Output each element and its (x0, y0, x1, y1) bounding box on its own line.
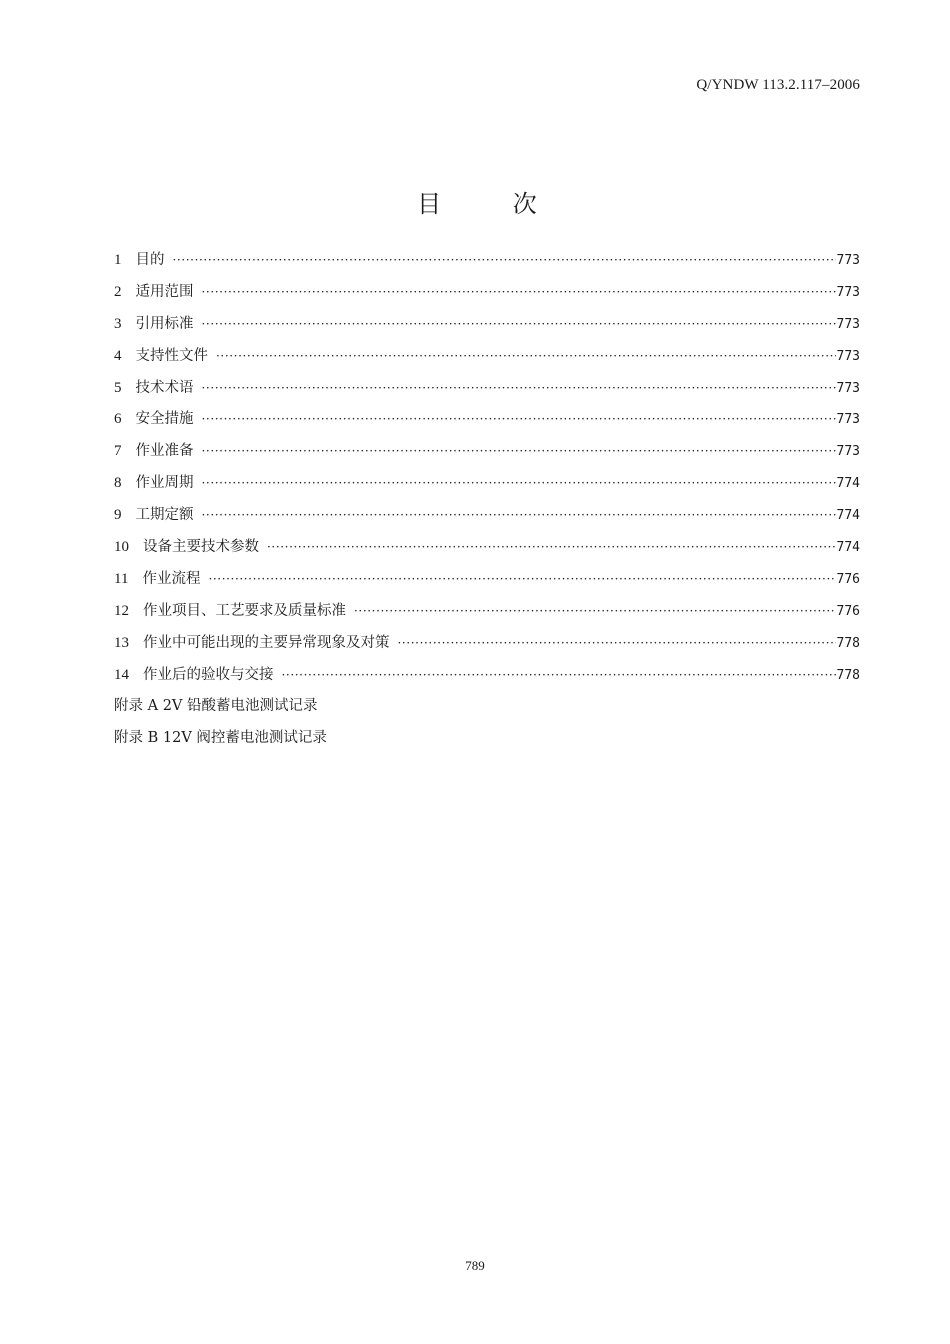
toc-leader-dots (202, 317, 836, 331)
toc-entry[interactable] (114, 567, 860, 599)
toc-leader-dots (216, 349, 836, 363)
toc-leader-dots (282, 668, 836, 682)
toc-entry-title: 设备主要技术参数 (143, 539, 259, 556)
toc-leader-dots (354, 604, 836, 618)
toc-entry-title: 作业后的验收与交接 (143, 666, 274, 683)
toc-entry-page: 774 (836, 540, 860, 556)
toc-entry-title: 工期定额 (135, 507, 194, 524)
toc-entry[interactable] (114, 503, 860, 535)
toc-entry-page: 773 (836, 412, 860, 428)
toc-entry[interactable] (114, 471, 860, 503)
toc-entry[interactable] (114, 599, 860, 631)
toc-entry-number: 10 (114, 539, 129, 556)
toc-entry-title: 支持性文件 (135, 347, 208, 364)
toc-entry-page: 774 (836, 476, 860, 492)
toc-entry-page: 778 (836, 635, 860, 651)
toc-entry-title: 作业流程 (142, 570, 201, 587)
toc-leader-dots (267, 540, 836, 554)
toc-entry-number: 7 (114, 443, 122, 460)
toc-leader-dots (398, 636, 836, 650)
toc-entry[interactable] (114, 535, 860, 567)
toc-entry-number: 14 (114, 666, 129, 683)
toc-entry[interactable] (114, 280, 860, 312)
appendix-b-entry[interactable]: 附录 B 12V 阀控蓄电池测试记录 (114, 730, 327, 747)
table-of-contents (114, 248, 860, 758)
toc-entry[interactable] (114, 407, 860, 439)
toc-entry-page: 773 (836, 316, 860, 332)
toc-entry[interactable] (114, 663, 860, 695)
toc-entry-page: 778 (836, 667, 860, 683)
toc-entry[interactable] (114, 312, 860, 344)
toc-entry-page: 776 (836, 571, 860, 587)
toc-entry[interactable] (114, 631, 860, 663)
toc-entry-title: 技术术语 (135, 379, 194, 396)
toc-leader-dots (202, 381, 836, 395)
appendix-a-entry[interactable]: 附录 A 2V 铅酸蓄电池测试记录 (114, 698, 318, 715)
toc-entry-number: 11 (114, 570, 129, 587)
toc-entry-page: 773 (836, 444, 860, 460)
toc-entry-number: 12 (114, 602, 129, 619)
toc-leader-dots (202, 444, 836, 458)
toc-entry-title: 目的 (135, 252, 165, 268)
toc-entry[interactable] (114, 248, 860, 280)
toc-entry-title: 引用标准 (135, 315, 194, 332)
toc-entry-page: 773 (836, 380, 860, 396)
toc-leader-dots (202, 412, 836, 426)
page-number: 789 (465, 1258, 485, 1273)
toc-entry-title: 作业项目、工艺要求及质量标准 (143, 602, 346, 619)
toc-entry-title: 适用范围 (135, 283, 194, 300)
toc-leader-dots (202, 285, 836, 299)
toc-entry-number: 1 (114, 252, 122, 268)
toc-entry-page: 774 (836, 508, 860, 524)
toc-entry-number: 13 (114, 634, 129, 651)
toc-entry-page: 773 (836, 253, 860, 268)
toc-entry[interactable] (114, 439, 860, 471)
toc-leader-dots (202, 476, 836, 490)
toc-entry-number: 9 (114, 507, 122, 524)
toc-entry-number: 6 (114, 411, 122, 428)
toc-leader-dots (208, 572, 835, 586)
toc-entry-number: 4 (114, 347, 122, 364)
toc-entry[interactable] (114, 344, 860, 376)
toc-entry-number: 3 (114, 315, 122, 332)
toc-entry-title: 安全措施 (135, 411, 194, 428)
toc-leader-dots (202, 508, 836, 522)
toc-entry-page: 776 (836, 603, 860, 619)
toc-entry-number: 2 (114, 283, 122, 300)
page-title: 目 次 (417, 190, 569, 218)
toc-entry-number: 5 (114, 379, 122, 396)
toc-entry-page: 773 (836, 284, 860, 300)
toc-entry[interactable] (114, 376, 860, 408)
toc-entry-number: 8 (114, 475, 122, 492)
toc-leader-dots (173, 253, 836, 267)
toc-entry-page: 773 (836, 348, 860, 364)
toc-entry-title: 作业准备 (135, 443, 194, 460)
document-code: Q/YNDW 113.2.117–2006 (696, 77, 860, 93)
toc-entry-title: 作业中可能出现的主要异常现象及对策 (143, 634, 390, 651)
toc-entry-title: 作业周期 (135, 475, 194, 492)
